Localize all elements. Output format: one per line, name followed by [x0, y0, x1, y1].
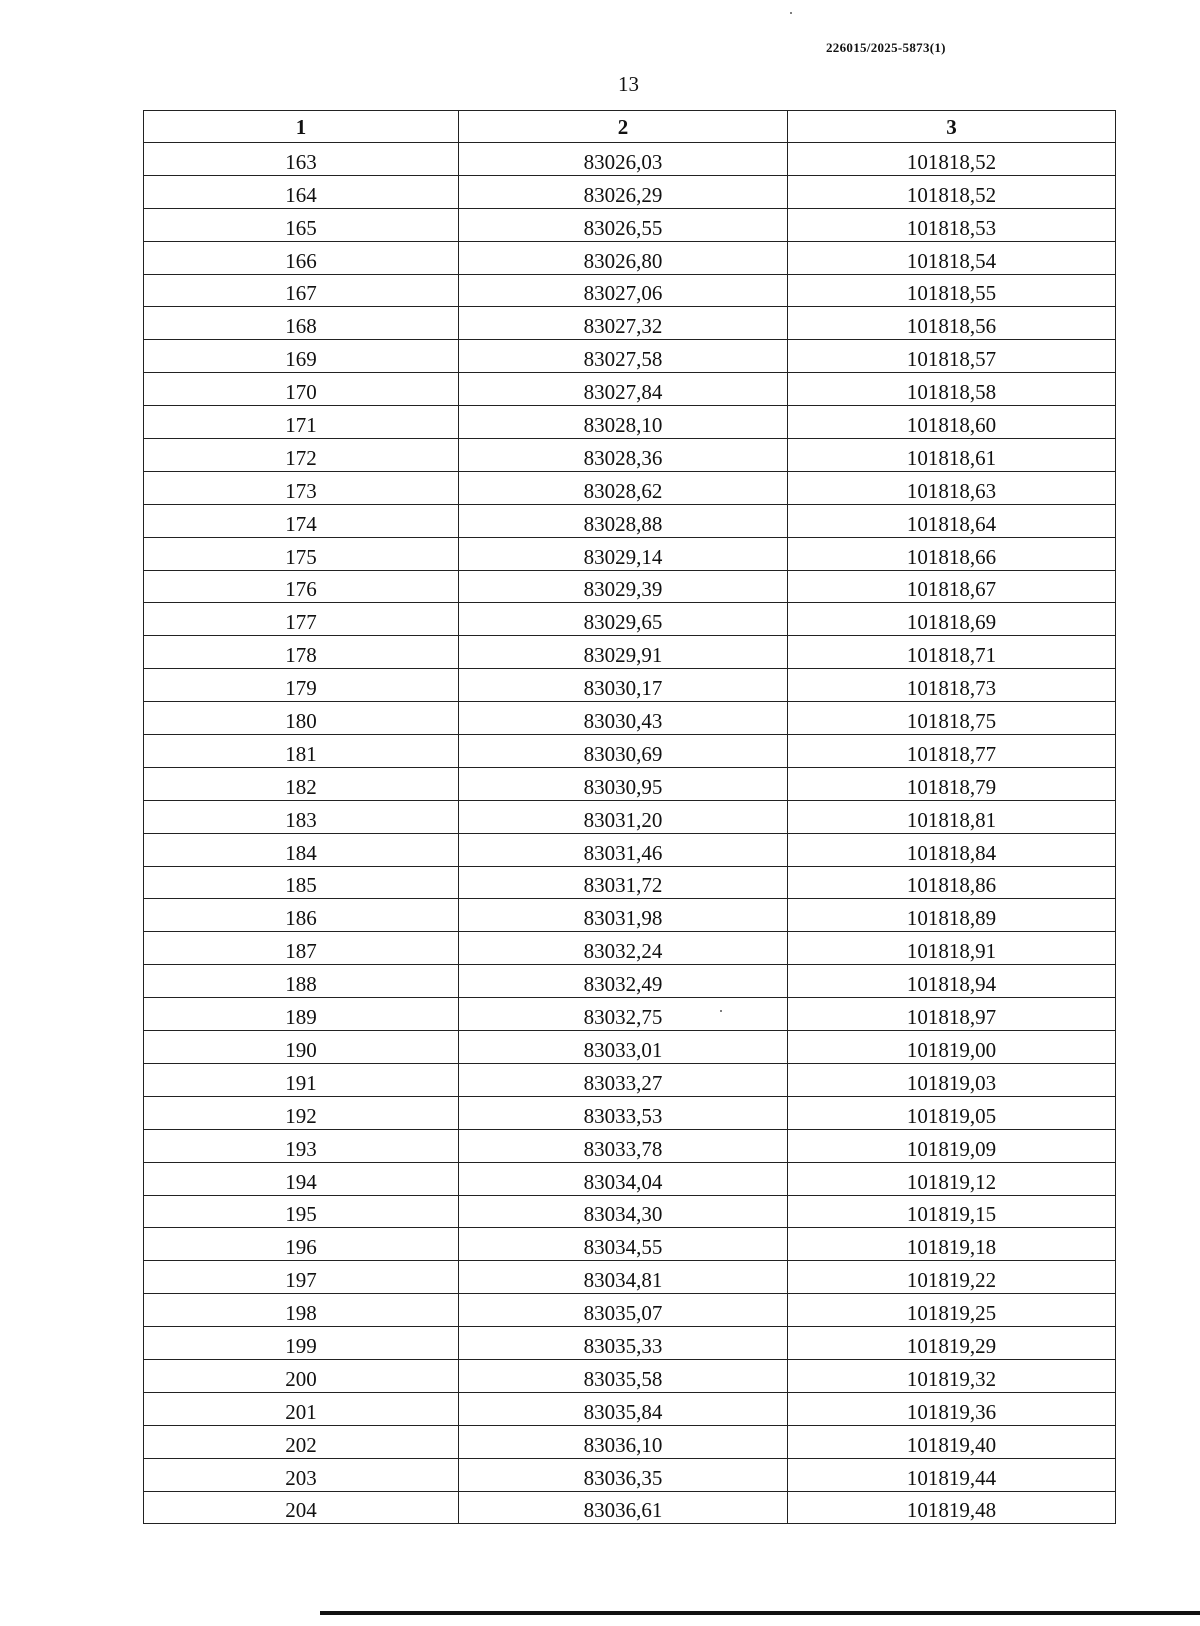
point-number-cell: 199 — [144, 1327, 459, 1360]
table-row — [144, 603, 1116, 636]
point-number-cell: 165 — [144, 208, 459, 241]
point-number-cell: 177 — [144, 603, 459, 636]
coordinate-x-cell: 83035,84 — [459, 1392, 788, 1425]
coordinate-y-cell: 101819,18 — [788, 1228, 1116, 1261]
point-number-cell: 174 — [144, 504, 459, 537]
coordinate-x-cell: 83036,61 — [459, 1491, 788, 1524]
coordinate-x-cell: 83028,88 — [459, 504, 788, 537]
coordinate-y-cell: 101818,97 — [788, 998, 1116, 1031]
coordinate-y-cell: 101819,40 — [788, 1425, 1116, 1458]
coordinate-x-cell: 83031,46 — [459, 833, 788, 866]
point-number-cell: 170 — [144, 373, 459, 406]
table-header — [144, 111, 1116, 143]
coordinate-y-cell: 101818,94 — [788, 965, 1116, 998]
point-number-cell: 201 — [144, 1392, 459, 1425]
column-header-1: 1 — [144, 111, 459, 143]
table-row — [144, 1261, 1116, 1294]
coordinate-x-cell: 83026,80 — [459, 241, 788, 274]
point-number-cell: 180 — [144, 702, 459, 735]
table-row — [144, 274, 1116, 307]
coordinate-y-cell: 101818,77 — [788, 735, 1116, 768]
table-row — [144, 767, 1116, 800]
coordinate-x-cell: 83031,72 — [459, 866, 788, 899]
coordinate-x-cell: 83032,24 — [459, 932, 788, 965]
point-number-cell: 190 — [144, 1031, 459, 1064]
coordinate-x-cell: 83031,98 — [459, 899, 788, 932]
point-number-cell: 178 — [144, 636, 459, 669]
coordinate-y-cell: 101819,03 — [788, 1063, 1116, 1096]
point-number-cell: 187 — [144, 932, 459, 965]
coordinate-x-cell: 83034,55 — [459, 1228, 788, 1261]
table-row — [144, 1063, 1116, 1096]
table-row — [144, 537, 1116, 570]
table-row — [144, 998, 1116, 1031]
point-number-cell: 175 — [144, 537, 459, 570]
coordinate-x-cell: 83034,30 — [459, 1195, 788, 1228]
document-number: 226015/2025-5873(1) — [826, 40, 946, 55]
point-number-cell: 193 — [144, 1129, 459, 1162]
point-number-cell: 164 — [144, 175, 459, 208]
coordinate-x-cell: 83027,32 — [459, 307, 788, 340]
coordinate-y-cell: 101818,71 — [788, 636, 1116, 669]
coordinate-y-cell: 101819,12 — [788, 1162, 1116, 1195]
coordinate-y-cell: 101818,91 — [788, 932, 1116, 965]
coordinate-x-cell: 83027,06 — [459, 274, 788, 307]
table-row — [144, 1294, 1116, 1327]
coordinate-x-cell: 83033,27 — [459, 1063, 788, 1096]
table-row — [144, 340, 1116, 373]
coordinate-y-cell: 101818,52 — [788, 143, 1116, 176]
coordinate-x-cell: 83029,91 — [459, 636, 788, 669]
column-header-2: 2 — [459, 111, 788, 143]
table-row — [144, 669, 1116, 702]
coordinate-y-cell: 101819,48 — [788, 1491, 1116, 1524]
coordinate-x-cell: 83030,17 — [459, 669, 788, 702]
table-row — [144, 570, 1116, 603]
table-row — [144, 175, 1116, 208]
point-number-cell: 163 — [144, 143, 459, 176]
coordinate-y-cell: 101818,53 — [788, 208, 1116, 241]
coordinate-x-cell: 83027,84 — [459, 373, 788, 406]
point-number-cell: 200 — [144, 1359, 459, 1392]
coordinate-y-cell: 101818,84 — [788, 833, 1116, 866]
table-row — [144, 866, 1116, 899]
point-number-cell: 202 — [144, 1425, 459, 1458]
coordinate-x-cell: 83030,69 — [459, 735, 788, 768]
table-row — [144, 800, 1116, 833]
point-number-cell: 185 — [144, 866, 459, 899]
coordinate-x-cell: 83027,58 — [459, 340, 788, 373]
table-row — [144, 373, 1116, 406]
table-row — [144, 702, 1116, 735]
table-row — [144, 439, 1116, 472]
point-number-cell: 168 — [144, 307, 459, 340]
coordinate-x-cell: 83029,39 — [459, 570, 788, 603]
table-row — [144, 735, 1116, 768]
table-row — [144, 504, 1116, 537]
coordinate-x-cell: 83032,75 — [459, 998, 788, 1031]
table-row — [144, 636, 1116, 669]
table-row — [144, 932, 1116, 965]
point-number-cell: 198 — [144, 1294, 459, 1327]
point-number-cell: 191 — [144, 1063, 459, 1096]
point-number-cell: 173 — [144, 471, 459, 504]
table-row — [144, 241, 1116, 274]
coordinate-y-cell: 101819,15 — [788, 1195, 1116, 1228]
point-number-cell: 204 — [144, 1491, 459, 1524]
point-number-cell: 189 — [144, 998, 459, 1031]
coordinate-x-cell: 83034,81 — [459, 1261, 788, 1294]
point-number-cell: 171 — [144, 406, 459, 439]
point-number-cell: 176 — [144, 570, 459, 603]
table-row — [144, 1425, 1116, 1458]
coordinate-y-cell: 101818,52 — [788, 175, 1116, 208]
point-number-cell: 194 — [144, 1162, 459, 1195]
point-number-cell: 188 — [144, 965, 459, 998]
table-row — [144, 1031, 1116, 1064]
coordinate-y-cell: 101818,60 — [788, 406, 1116, 439]
point-number-cell: 192 — [144, 1096, 459, 1129]
page-number: 13 — [618, 72, 639, 96]
coordinate-x-cell: 83035,07 — [459, 1294, 788, 1327]
table-row — [144, 1359, 1116, 1392]
point-number-cell: 183 — [144, 800, 459, 833]
point-number-cell: 203 — [144, 1458, 459, 1491]
table-row — [144, 1392, 1116, 1425]
table-body — [144, 143, 1116, 1524]
coordinate-y-cell: 101819,25 — [788, 1294, 1116, 1327]
table-row — [144, 471, 1116, 504]
coordinate-y-cell: 101819,44 — [788, 1458, 1116, 1491]
point-number-cell: 197 — [144, 1261, 459, 1294]
table-row — [144, 1096, 1116, 1129]
coordinate-y-cell: 101818,69 — [788, 603, 1116, 636]
point-number-cell: 179 — [144, 669, 459, 702]
scan-speck — [720, 1010, 722, 1012]
coordinate-y-cell: 101818,61 — [788, 439, 1116, 472]
coordinate-x-cell: 83029,65 — [459, 603, 788, 636]
table-row — [144, 899, 1116, 932]
point-number-cell: 182 — [144, 767, 459, 800]
bottom-scan-edge — [320, 1611, 1200, 1615]
coordinate-y-cell: 101819,09 — [788, 1129, 1116, 1162]
point-number-cell: 166 — [144, 241, 459, 274]
coordinate-y-cell: 101819,29 — [788, 1327, 1116, 1360]
coordinate-x-cell: 83029,14 — [459, 537, 788, 570]
table-row — [144, 307, 1116, 340]
coordinate-y-cell: 101819,00 — [788, 1031, 1116, 1064]
coordinate-y-cell: 101818,64 — [788, 504, 1116, 537]
point-number-cell: 196 — [144, 1228, 459, 1261]
coordinate-x-cell: 83033,78 — [459, 1129, 788, 1162]
coordinate-y-cell: 101818,55 — [788, 274, 1116, 307]
coordinate-x-cell: 83033,53 — [459, 1096, 788, 1129]
coordinate-x-cell: 83035,58 — [459, 1359, 788, 1392]
table-row — [144, 1162, 1116, 1195]
coordinate-x-cell: 83026,55 — [459, 208, 788, 241]
table-row — [144, 1129, 1116, 1162]
coordinate-x-cell: 83030,43 — [459, 702, 788, 735]
coordinates-table — [143, 110, 1116, 1524]
coordinate-x-cell: 83035,33 — [459, 1327, 788, 1360]
coordinate-y-cell: 101819,32 — [788, 1359, 1116, 1392]
coordinate-x-cell: 83028,10 — [459, 406, 788, 439]
table-row — [144, 1458, 1116, 1491]
coordinate-y-cell: 101819,36 — [788, 1392, 1116, 1425]
coordinate-y-cell: 101819,22 — [788, 1261, 1116, 1294]
column-header-3: 3 — [788, 111, 1116, 143]
table-row — [144, 1491, 1116, 1524]
coordinate-x-cell: 83033,01 — [459, 1031, 788, 1064]
table-row — [144, 965, 1116, 998]
table-row — [144, 406, 1116, 439]
table-header-row — [144, 111, 1116, 143]
coordinate-y-cell: 101818,56 — [788, 307, 1116, 340]
coordinate-y-cell: 101818,81 — [788, 800, 1116, 833]
coordinate-y-cell: 101818,89 — [788, 899, 1116, 932]
coordinate-y-cell: 101818,66 — [788, 537, 1116, 570]
point-number-cell: 167 — [144, 274, 459, 307]
table-row — [144, 1228, 1116, 1261]
coordinate-x-cell: 83028,62 — [459, 471, 788, 504]
coordinate-x-cell: 83026,29 — [459, 175, 788, 208]
coordinate-x-cell: 83036,10 — [459, 1425, 788, 1458]
point-number-cell: 186 — [144, 899, 459, 932]
coordinate-y-cell: 101819,05 — [788, 1096, 1116, 1129]
table-row — [144, 208, 1116, 241]
table-row — [144, 833, 1116, 866]
coordinate-x-cell: 83026,03 — [459, 143, 788, 176]
table-row — [144, 143, 1116, 176]
coordinate-y-cell: 101818,67 — [788, 570, 1116, 603]
point-number-cell: 181 — [144, 735, 459, 768]
coordinate-y-cell: 101818,54 — [788, 241, 1116, 274]
coordinate-y-cell: 101818,57 — [788, 340, 1116, 373]
coordinate-x-cell: 83031,20 — [459, 800, 788, 833]
coordinate-x-cell: 83036,35 — [459, 1458, 788, 1491]
coordinate-x-cell: 83034,04 — [459, 1162, 788, 1195]
coordinate-y-cell: 101818,73 — [788, 669, 1116, 702]
scan-speck — [790, 12, 792, 14]
point-number-cell: 172 — [144, 439, 459, 472]
coordinate-y-cell: 101818,75 — [788, 702, 1116, 735]
coordinate-y-cell: 101818,58 — [788, 373, 1116, 406]
point-number-cell: 184 — [144, 833, 459, 866]
coordinate-y-cell: 101818,63 — [788, 471, 1116, 504]
coordinate-x-cell: 83030,95 — [459, 767, 788, 800]
point-number-cell: 169 — [144, 340, 459, 373]
coordinate-y-cell: 101818,86 — [788, 866, 1116, 899]
coordinate-y-cell: 101818,79 — [788, 767, 1116, 800]
coordinate-x-cell: 83032,49 — [459, 965, 788, 998]
coordinate-x-cell: 83028,36 — [459, 439, 788, 472]
table-row — [144, 1327, 1116, 1360]
point-number-cell: 195 — [144, 1195, 459, 1228]
table-row — [144, 1195, 1116, 1228]
